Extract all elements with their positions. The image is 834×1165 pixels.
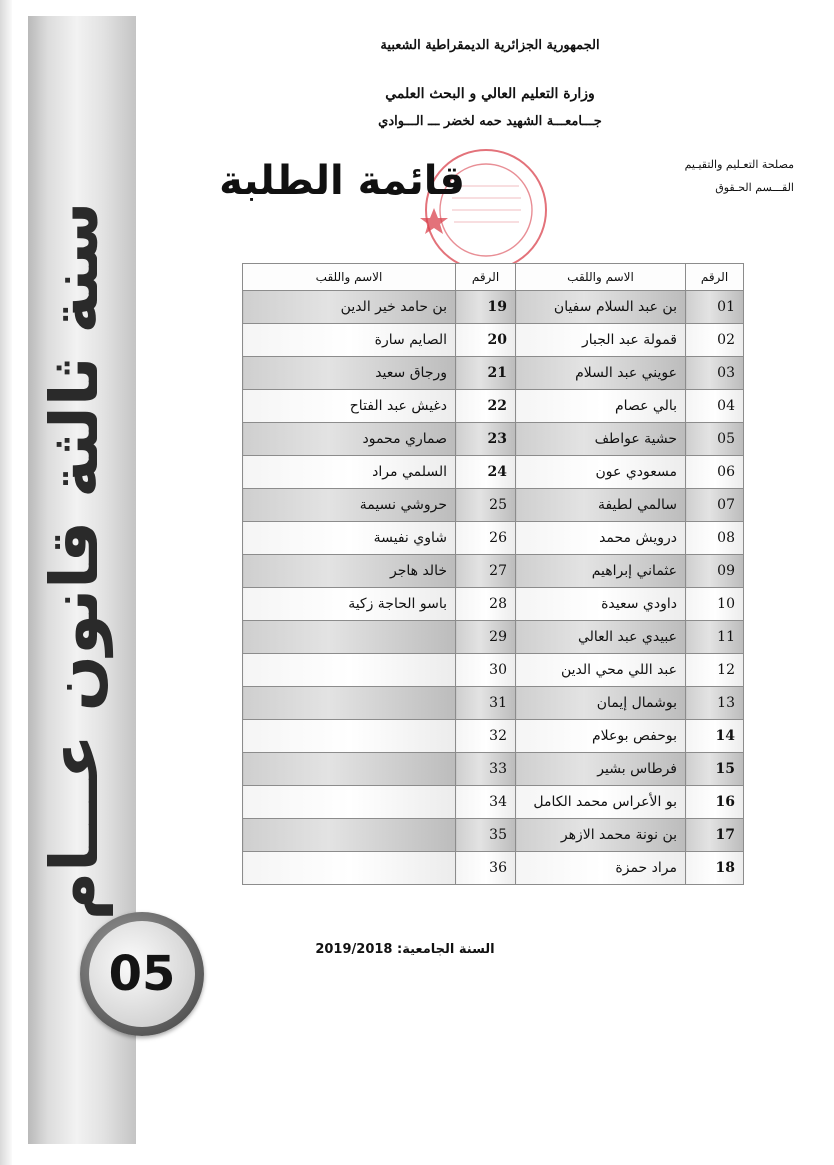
- student-name: مسعودي عون: [516, 456, 686, 489]
- table-row: [243, 720, 744, 753]
- page-title: قائمة الطلبة: [219, 158, 465, 204]
- student-name: داودي سعيدة: [516, 588, 686, 621]
- student-name: بن عبد السلام سفيان: [516, 291, 686, 324]
- side-title: سنة ثالثة قانون عـــام: [35, 201, 113, 921]
- row-number: 16: [686, 786, 744, 819]
- student-name: خالد هاجر: [243, 555, 456, 588]
- table-row: [243, 357, 744, 390]
- row-number: 35: [456, 819, 516, 852]
- student-name: [243, 621, 456, 654]
- student-name: بن نونة محمد الازهر: [516, 819, 686, 852]
- students-table: [242, 263, 744, 885]
- student-name: عبد اللي محي الدين: [516, 654, 686, 687]
- table-row: [243, 555, 744, 588]
- level-badge-number: 05: [89, 921, 195, 1027]
- row-number: 30: [456, 654, 516, 687]
- student-name: [243, 852, 456, 885]
- student-name: عثماني إبراهيم: [516, 555, 686, 588]
- row-number: 08: [686, 522, 744, 555]
- header-name-2: الاسم واللقب: [243, 264, 456, 291]
- row-number: 13: [686, 687, 744, 720]
- row-number: 04: [686, 390, 744, 423]
- student-name: صماري محمود: [243, 423, 456, 456]
- table-row: [243, 390, 744, 423]
- row-number: 17: [686, 819, 744, 852]
- student-name: بن حامد خير الدين: [243, 291, 456, 324]
- student-name: [243, 720, 456, 753]
- row-number: 19: [456, 291, 516, 324]
- student-name: بوحفص بوعلام: [516, 720, 686, 753]
- row-number: 01: [686, 291, 744, 324]
- student-name: درويش محمد: [516, 522, 686, 555]
- student-name: عويني عبد السلام: [516, 357, 686, 390]
- student-name: سالمي لطيفة: [516, 489, 686, 522]
- row-number: 14: [686, 720, 744, 753]
- row-number: 06: [686, 456, 744, 489]
- student-name: الصايم سارة: [243, 324, 456, 357]
- row-number: 05: [686, 423, 744, 456]
- student-name: بالي عصام: [516, 390, 686, 423]
- table-header-row: [243, 264, 744, 291]
- table-row: [243, 324, 744, 357]
- row-number: 21: [456, 357, 516, 390]
- row-number: 28: [456, 588, 516, 621]
- student-name: قمولة عبد الجبار: [516, 324, 686, 357]
- department-line: القـــسم الحـقوق: [715, 181, 794, 194]
- row-number: 20: [456, 324, 516, 357]
- table-row: [243, 588, 744, 621]
- row-number: 36: [456, 852, 516, 885]
- row-number: 26: [456, 522, 516, 555]
- header-number-2: الرقم: [456, 264, 516, 291]
- service-line: مصلحة التعـليم والتقيـيم: [684, 158, 794, 171]
- table-row: [243, 621, 744, 654]
- table-row: [243, 819, 744, 852]
- table-row: [243, 522, 744, 555]
- student-name: السلمي مراد: [243, 456, 456, 489]
- row-number: 24: [456, 456, 516, 489]
- table-row: [243, 852, 744, 885]
- row-number: 02: [686, 324, 744, 357]
- table-row: [243, 489, 744, 522]
- academic-year: السنة الجامعية: 2019/2018: [315, 942, 495, 957]
- table-row: [243, 753, 744, 786]
- page-edge: [0, 0, 12, 1165]
- student-name: بوشمال إيمان: [516, 687, 686, 720]
- student-name: [243, 786, 456, 819]
- header-ministry: وزارة التعليم العالي و البحث العلمي: [385, 86, 595, 102]
- level-badge: [80, 912, 204, 1036]
- table-row: [243, 786, 744, 819]
- row-number: 10: [686, 588, 744, 621]
- row-number: 09: [686, 555, 744, 588]
- student-name: حشية عواطف: [516, 423, 686, 456]
- student-name: شاوي نفيسة: [243, 522, 456, 555]
- row-number: 25: [456, 489, 516, 522]
- student-name: عبيدي عبد العالي: [516, 621, 686, 654]
- student-name: [243, 687, 456, 720]
- table-row: [243, 456, 744, 489]
- student-name: فرطاس بشير: [516, 753, 686, 786]
- row-number: 31: [456, 687, 516, 720]
- student-name: مراد حمزة: [516, 852, 686, 885]
- student-name: بو الأعراس محمد الكامل: [516, 786, 686, 819]
- row-number: 34: [456, 786, 516, 819]
- row-number: 12: [686, 654, 744, 687]
- row-number: 18: [686, 852, 744, 885]
- row-number: 32: [456, 720, 516, 753]
- header-number-1: الرقم: [686, 264, 744, 291]
- student-name: [243, 654, 456, 687]
- table-row: [243, 654, 744, 687]
- header-name-1: الاسم واللقب: [516, 264, 686, 291]
- table-row: [243, 291, 744, 324]
- student-name: [243, 753, 456, 786]
- student-name: ورجاق سعيد: [243, 357, 456, 390]
- row-number: 23: [456, 423, 516, 456]
- table-row: [243, 423, 744, 456]
- row-number: 15: [686, 753, 744, 786]
- student-name: باسو الحاجة زكية: [243, 588, 456, 621]
- header-republic: الجمهورية الجزائرية الديمقراطية الشعبية: [380, 38, 600, 53]
- row-number: 03: [686, 357, 744, 390]
- row-number: 07: [686, 489, 744, 522]
- student-name: [243, 819, 456, 852]
- row-number: 27: [456, 555, 516, 588]
- row-number: 29: [456, 621, 516, 654]
- student-name: دغيش عبد الفتاح: [243, 390, 456, 423]
- table-row: [243, 687, 744, 720]
- student-name: حروشي نسيمة: [243, 489, 456, 522]
- header-university: جـــامعـــة الشهيد حمه لخضر ـــ الـــوادي: [378, 114, 602, 129]
- row-number: 22: [456, 390, 516, 423]
- row-number: 33: [456, 753, 516, 786]
- row-number: 11: [686, 621, 744, 654]
